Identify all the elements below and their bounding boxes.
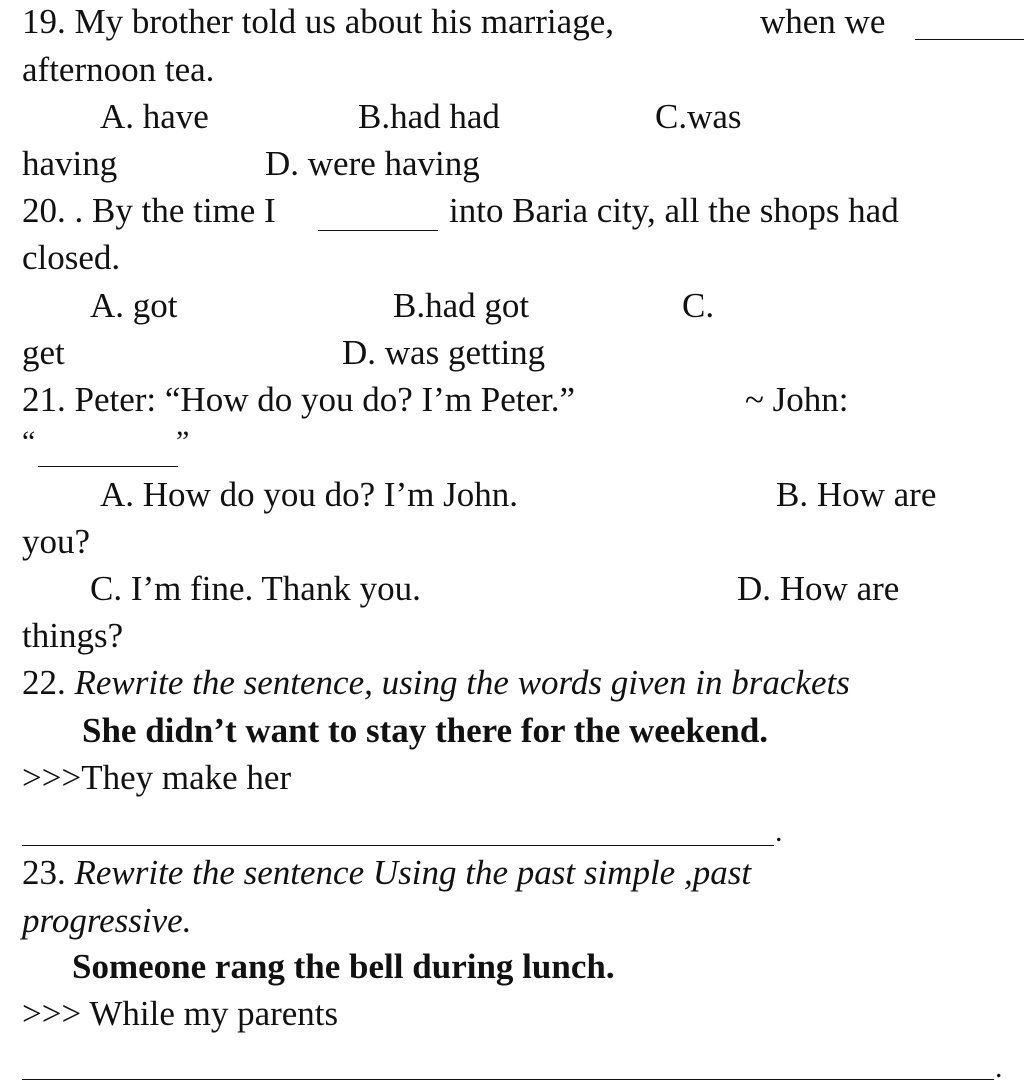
q23-answer-line	[22, 1079, 994, 1080]
q19-answer-blank	[915, 39, 1024, 40]
q20-option-a: A. got	[90, 286, 178, 325]
q23-instruction-line2: progressive.	[22, 901, 192, 940]
q19-option-d: D. were having	[265, 144, 480, 183]
q21-answer-blank	[38, 466, 178, 467]
q19-option-a: A. have	[100, 97, 209, 136]
q20-stem-continuation: closed.	[22, 238, 121, 277]
q21-option-b-end: you?	[22, 522, 91, 561]
q22-number: 22.	[22, 663, 66, 702]
q20-answer-blank	[318, 230, 438, 231]
q22-instruction: Rewrite the sentence, using the words given in brackets	[74, 663, 850, 702]
q19-option-c-end: having	[22, 144, 118, 183]
q20-stem-start: 20. . By the time I	[22, 191, 276, 230]
q19-stem-continuation: afternoon tea.	[22, 50, 215, 89]
q23-prompt: >>> While my parents	[22, 994, 339, 1033]
q22-prompt: >>>They make her	[22, 758, 292, 797]
q21-close-quote: ”	[176, 425, 190, 458]
q22-answer-line	[22, 845, 774, 846]
q23-number: 23.	[22, 853, 66, 892]
q21-option-d-end: things?	[22, 616, 124, 655]
q23-sentence: Someone rang the bell during lunch.	[72, 947, 615, 986]
q21-open-quote: “	[22, 425, 36, 458]
q20-option-d: D. was getting	[342, 333, 546, 372]
q22-end-mark: .	[775, 815, 783, 848]
q20-option-b: B.had got	[393, 286, 530, 325]
q19-option-b: B.had had	[358, 97, 500, 136]
q19-stem-part2: when we	[760, 2, 886, 41]
q21-peter-line: 21. Peter: “How do you do? I’m Peter.”	[22, 380, 576, 419]
q23-instruction-line1: Rewrite the sentence Using the past simple ,past	[74, 853, 752, 892]
q20-option-c-end: get	[22, 333, 65, 372]
q21-option-a: A. How do you do? I’m John.	[100, 475, 519, 514]
q23-instruction-row	[22, 853, 751, 893]
q21-john-line: ~ John:	[745, 380, 849, 419]
q20-stem-end: into Baria city, all the shops had	[449, 191, 899, 230]
q22-sentence: She didn’t want to stay there for the weekend.	[82, 711, 769, 750]
q21-option-b-start: B. How are	[776, 475, 937, 514]
q21-option-d-start: D. How are	[737, 569, 900, 608]
q20-option-c-start: C.	[682, 286, 715, 325]
q19-stem-part1: 19. My brother told us about his marriage,	[22, 2, 614, 41]
q23-end-mark: .	[995, 1051, 1003, 1084]
q19-option-c-start: C.was	[655, 97, 742, 136]
q21-option-c: C. I’m fine. Thank you.	[90, 569, 421, 608]
q22-instruction-row	[22, 663, 850, 703]
